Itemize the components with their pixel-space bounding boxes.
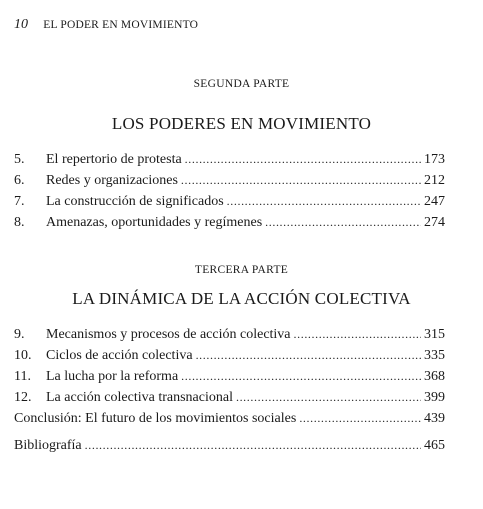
toc-list-bibliography (0, 435, 483, 456)
part-label-tercera: TERCERA PARTE (194, 264, 289, 276)
toc-entry[interactable] (0, 191, 483, 212)
dot-leader (227, 191, 421, 212)
toc-entry-page: 315 (424, 327, 445, 342)
dot-leader (299, 408, 421, 429)
toc-entry-number: 9. (14, 327, 25, 342)
toc-entry-page: 173 (424, 152, 445, 167)
toc-entry-title: Ciclos de acción colectiva (46, 348, 193, 363)
toc-entry-page: 335 (424, 348, 445, 363)
toc-entry[interactable] (0, 324, 483, 345)
toc-entry-title: La lucha por la reforma (46, 369, 179, 384)
dot-leader (181, 366, 421, 387)
toc-list-part2 (0, 149, 483, 233)
dot-leader (236, 387, 421, 408)
toc-entry-page: 399 (424, 390, 445, 405)
toc-entry[interactable] (0, 366, 483, 387)
toc-entry-title: Bibliografía (14, 438, 82, 453)
toc-entry-title: Redes y organizaciones (46, 173, 178, 188)
toc-list-part3 (0, 324, 483, 429)
toc-entry-number: 12. (14, 390, 32, 405)
dot-leader (265, 212, 421, 233)
toc-entry-title: La construcción de significados (46, 194, 224, 209)
toc-entry[interactable] (0, 212, 483, 233)
toc-entry-title: El repertorio de protesta (46, 152, 182, 167)
toc-entry-number: 5. (14, 152, 25, 167)
part-title-tercera: LA DINÁMICA DE LA ACCIÓN COLECTIVA (72, 289, 411, 308)
part-title-segunda: LOS PODERES EN MOVIMIENTO (111, 114, 372, 133)
dot-leader (185, 149, 421, 170)
toc-entry[interactable] (0, 149, 483, 170)
toc-entry[interactable] (0, 387, 483, 408)
dot-leader (294, 324, 421, 345)
running-title: EL PODER EN MOVIMIENTO (43, 19, 199, 31)
toc-entry-page: 439 (424, 411, 445, 426)
dot-leader (181, 170, 421, 191)
dot-leader (85, 435, 421, 456)
toc-entry-title: Mecanismos y procesos de acción colectiva (46, 327, 291, 342)
toc-entry-title: Conclusión: El futuro de los movimientos sociales (14, 411, 297, 426)
toc-entry-bibliography[interactable] (0, 435, 483, 456)
toc-entry[interactable] (0, 345, 483, 366)
toc-entry-conclusion[interactable] (0, 408, 483, 429)
toc-entry-title: La acción colectiva transnacional (46, 390, 233, 405)
dot-leader (196, 345, 421, 366)
part-label-segunda: SEGUNDA PARTE (193, 78, 290, 90)
toc-entry-page: 212 (424, 173, 445, 188)
toc-entry-number: 8. (14, 215, 25, 230)
toc-entry-number: 6. (14, 173, 25, 188)
toc-entry[interactable] (0, 170, 483, 191)
toc-entry-page: 368 (424, 369, 445, 384)
toc-entry-number: 7. (14, 194, 25, 209)
page-number: 10 (14, 17, 28, 32)
toc-entry-page: 247 (424, 194, 445, 209)
toc-entry-title: Amenazas, oportunidades y regímenes (46, 215, 263, 230)
toc-entry-page: 274 (424, 215, 445, 230)
toc-entry-number: 11. (14, 369, 31, 384)
toc-entry-page: 465 (424, 438, 445, 453)
toc-entry-number: 10. (14, 348, 32, 363)
running-head (14, 16, 198, 33)
